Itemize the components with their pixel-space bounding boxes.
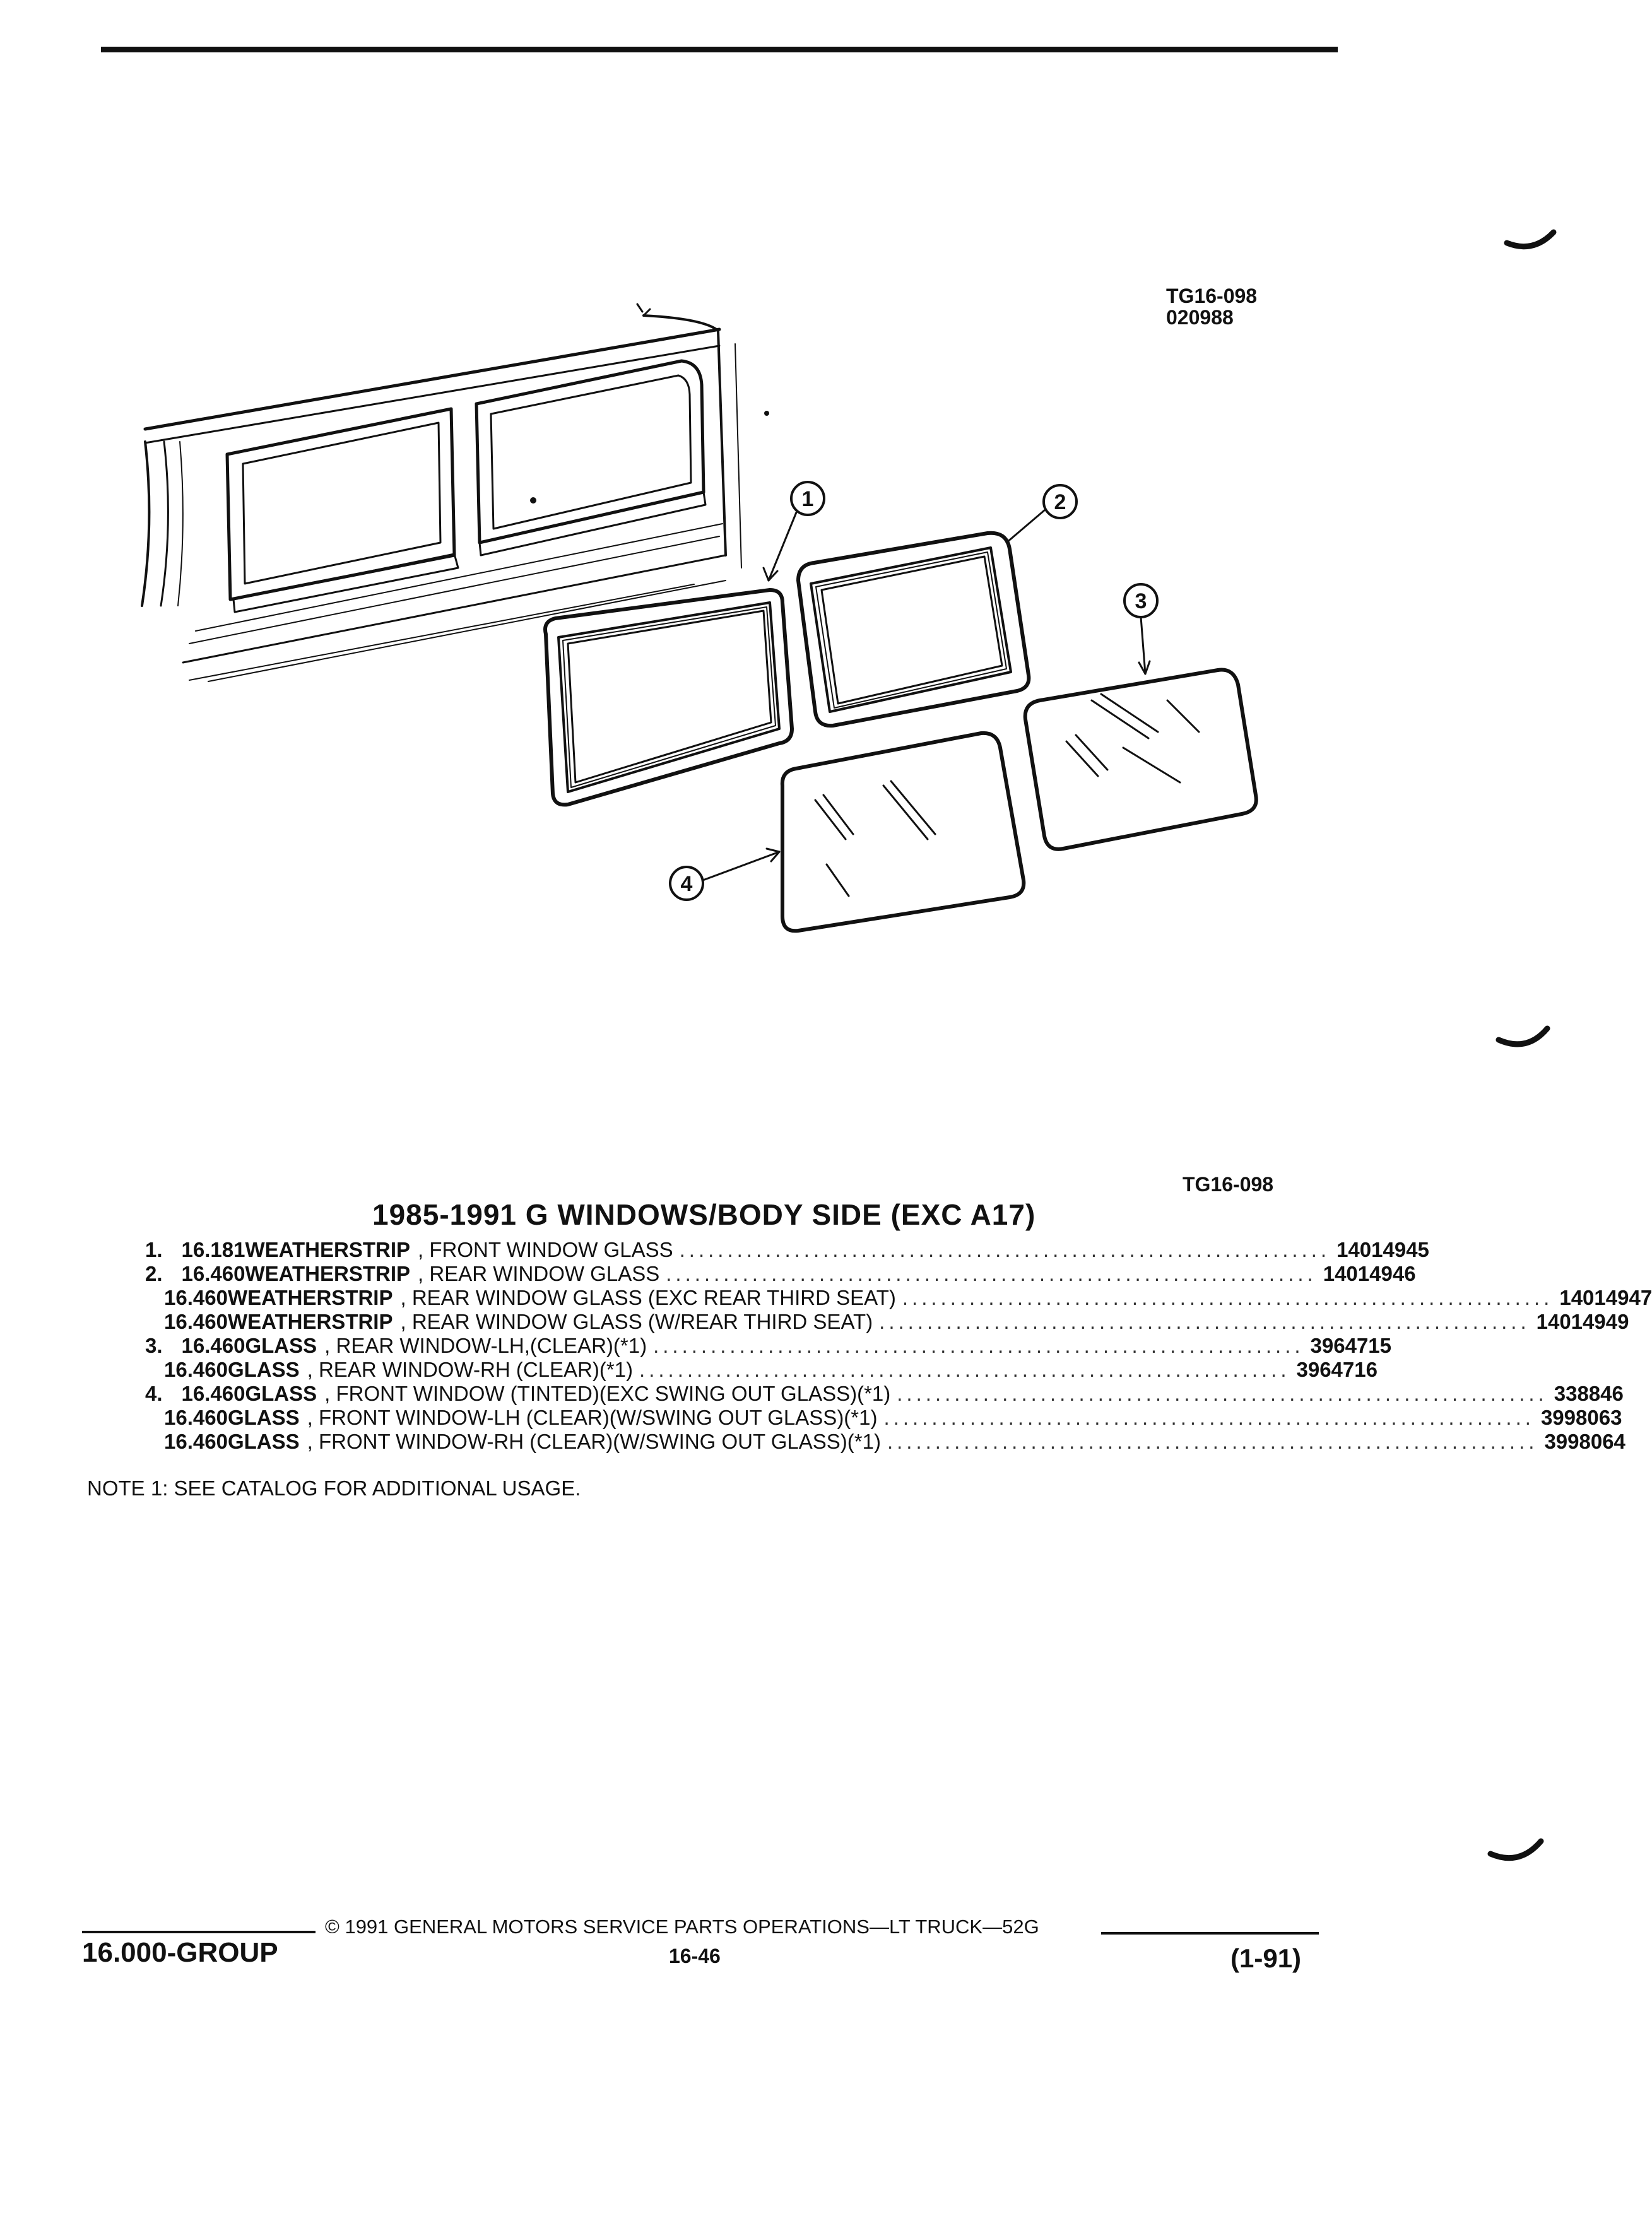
part-number: 14014945	[1336, 1238, 1429, 1261]
leader-dots: ....................................................................	[902, 1286, 1554, 1309]
group-number: 16.460	[164, 1430, 228, 1453]
part-name: GLASS	[227, 1430, 300, 1453]
part-description: , REAR WINDOW GLASS	[418, 1262, 660, 1285]
callout-1-label: 1	[801, 487, 814, 511]
part-number: 3998064	[1544, 1430, 1625, 1453]
part-description: , REAR WINDOW-RH (CLEAR)(*1)	[307, 1358, 634, 1381]
part-name: GLASS	[227, 1406, 300, 1429]
part-number: 338846	[1554, 1382, 1624, 1405]
group-number: 16.460	[181, 1382, 245, 1405]
figure-date-code: 020988	[1166, 306, 1234, 329]
leader-dots: ....................................................................	[897, 1382, 1548, 1405]
group-number: 16.460	[181, 1262, 245, 1285]
part-description: , REAR WINDOW GLASS (W/REAR THIRD SEAT)	[400, 1310, 873, 1333]
group-number: 16.460	[164, 1358, 228, 1381]
item-number: 2.	[145, 1262, 163, 1285]
page-number: 16-46	[669, 1945, 721, 1967]
figure-code-top: TG16-098	[1166, 285, 1258, 307]
binder-hole-mark	[1507, 232, 1554, 247]
leader-dots: ....................................................................	[883, 1406, 1535, 1429]
part-number: 3964716	[1296, 1358, 1378, 1381]
catalog-note: NOTE 1: SEE CATALOG FOR ADDITIONAL USAGE.	[87, 1476, 581, 1500]
item-number: 1.	[145, 1238, 163, 1261]
footer-copyright: © 1991 GENERAL MOTORS SERVICE PARTS OPERATIONS—LT TRUCK—52G	[325, 1916, 1039, 1938]
binder-hole-mark	[1499, 1028, 1547, 1044]
figure-code-bottom: TG16-098	[1183, 1173, 1274, 1196]
callout-3-label: 3	[1135, 589, 1147, 613]
group-number: 16.181	[181, 1238, 245, 1261]
group-number: 16.460	[164, 1286, 228, 1309]
callout-2-label: 2	[1054, 490, 1066, 514]
part-description: , FRONT WINDOW GLASS	[418, 1238, 673, 1261]
part-description: , REAR WINDOW-LH,(CLEAR)(*1)	[324, 1334, 647, 1357]
leader-dots: ....................................................................	[879, 1310, 1530, 1333]
item-number: 4.	[145, 1382, 163, 1405]
binder-hole-mark	[1490, 1841, 1541, 1858]
part-number: 14014949	[1536, 1310, 1629, 1333]
part-description: , FRONT WINDOW (TINTED)(EXC SWING OUT GLASS)(*1)	[324, 1382, 891, 1405]
leader-dots: ....................................................................	[887, 1430, 1538, 1453]
part-number: 14014947	[1559, 1286, 1652, 1309]
part-name: WEATHERSTRIP	[245, 1238, 411, 1261]
part-description: , FRONT WINDOW-LH (CLEAR)(W/SWING OUT GLASS)(*1)	[307, 1406, 878, 1429]
part-number: 3998063	[1540, 1406, 1622, 1429]
part-description: , FRONT WINDOW-RH (CLEAR)(W/SWING OUT GLASS)(*1)	[307, 1430, 881, 1453]
part-name: WEATHERSTRIP	[227, 1286, 393, 1309]
part-name: WEATHERSTRIP	[227, 1310, 393, 1333]
page-title: 1985-1991 G WINDOWS/BODY SIDE (EXC A17)	[372, 1198, 1036, 1231]
leader-dots: ....................................................................	[653, 1334, 1304, 1357]
item-number: 3.	[145, 1334, 163, 1357]
part-name: GLASS	[245, 1382, 317, 1405]
group-number: 16.460	[164, 1310, 228, 1333]
revision-date: (1-91)	[1230, 1943, 1302, 1973]
part-name: GLASS	[227, 1358, 300, 1381]
callout-4-label: 4	[680, 872, 693, 896]
part-number: 3964715	[1310, 1334, 1392, 1357]
group-number: 16.460	[164, 1406, 228, 1429]
group-number: 16.460	[181, 1334, 245, 1357]
leader-dots: ....................................................................	[666, 1262, 1317, 1285]
part-number: 14014946	[1323, 1262, 1416, 1285]
part-name: WEATHERSTRIP	[245, 1262, 411, 1285]
footer-group: 16.000-GROUP	[82, 1937, 278, 1968]
part-name: GLASS	[245, 1334, 317, 1357]
leader-dots: ....................................................................	[639, 1358, 1290, 1381]
part-description: , REAR WINDOW GLASS (EXC REAR THIRD SEAT)	[400, 1286, 896, 1309]
leader-dots: ....................................................................	[679, 1238, 1331, 1261]
